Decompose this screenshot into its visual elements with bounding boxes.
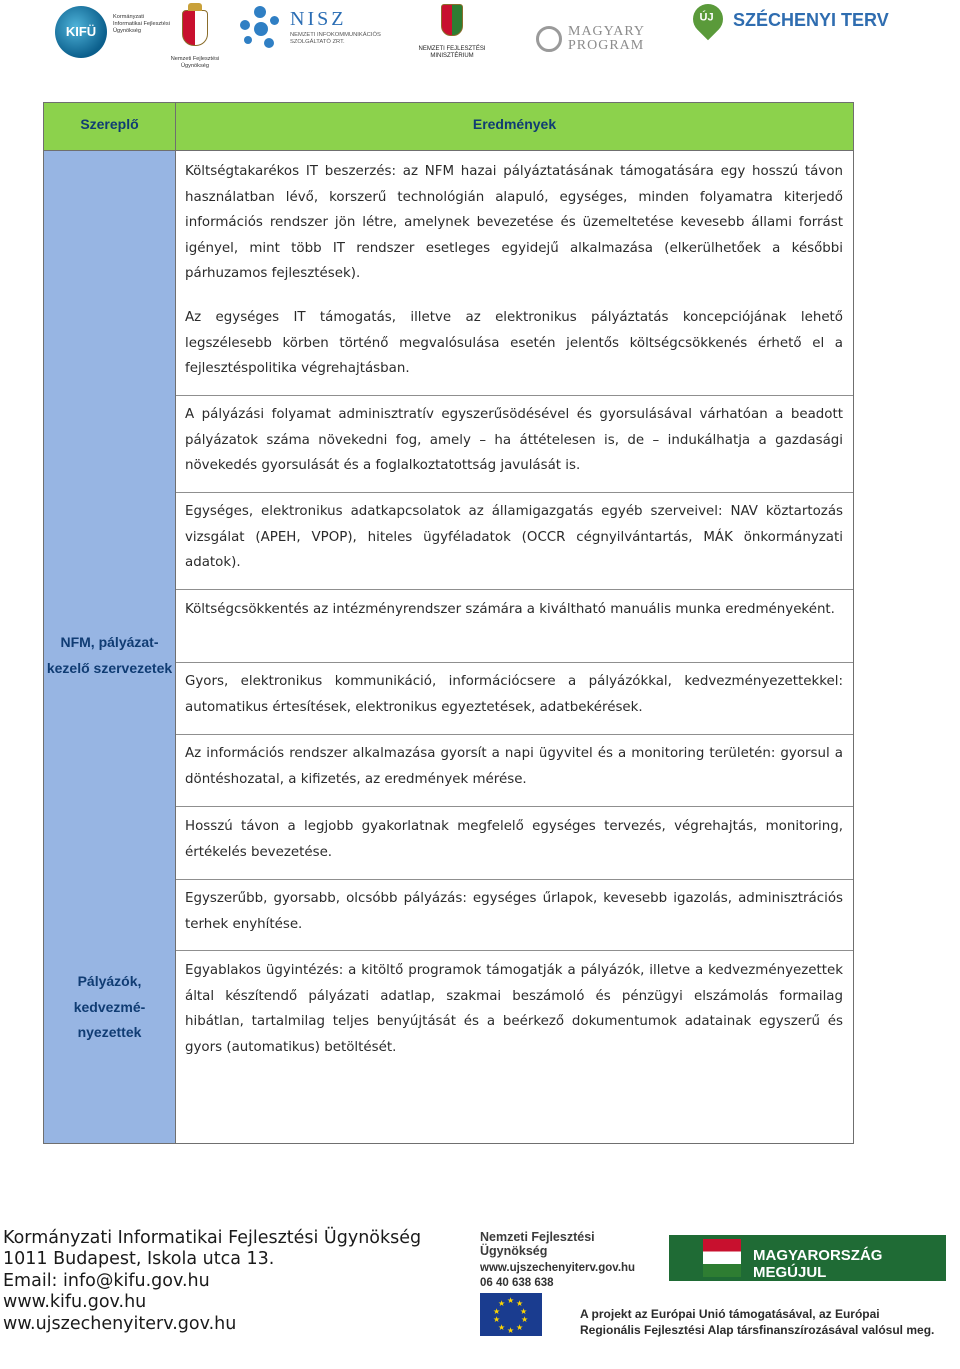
uj-name: SZÉCHENYI TERV bbox=[733, 10, 889, 30]
result-paragraph: Gyors, elektronikus kommunikáció, információcsere a pályázókkal, kedvezményezettekkel: automatikus értesítések, elektronikus egyeztetések, adatbekérések. bbox=[185, 674, 843, 715]
footer-web-uszt[interactable]: ww.ujszechenyiterv.gov.hu bbox=[3, 1313, 237, 1334]
kifu-logo-text: Kormányzati Informatikai Fejlesztési Ügynökség bbox=[113, 14, 170, 34]
eu-notice-line-1: A projekt az Európai Unió támogatásával, az Európai bbox=[580, 1307, 880, 1321]
nisz-subtitle: NEMZETI INFOKOMMUNIKÁCIÓS SZOLGÁLTATÓ ZRT. bbox=[290, 32, 381, 45]
footer-nfu-name: Nemzeti Fejlesztési Ügynökség bbox=[480, 1230, 595, 1258]
nisz-name: NISZ bbox=[290, 8, 347, 30]
result-paragraph: Egyablakos ügyintézés: a kitöltő programok támogatják a pályázók, illetve a kedvezményezettek által készítendő pályázati adatlap, szakmai beszámoló és pénzügyi elszámolás formailag hibátlan, tartalmilag teljes benyújtását és a beérkező dokumentumok adatainak egyszerű és gyors (automatikus) betöltését. bbox=[185, 963, 843, 1055]
footer-email[interactable]: Email: info@kifu.gov.hu bbox=[3, 1270, 210, 1291]
row-divider bbox=[176, 950, 853, 951]
header-logos bbox=[0, 0, 960, 70]
results-table bbox=[43, 102, 854, 1144]
nfm-logo-text: NEMZETI FEJLESZTÉSI MINISZTÉRIUM bbox=[418, 46, 486, 59]
nisz-dots-icon bbox=[240, 6, 284, 50]
role-palyazok: Pályázók, kedvezmé-nyezettek bbox=[73, 973, 146, 1040]
row-divider bbox=[176, 589, 853, 590]
footer-contact bbox=[3, 1228, 421, 1335]
kifu-abbr: KIFÜ bbox=[65, 24, 97, 39]
nfm-logo bbox=[412, 4, 492, 66]
magyarorszag-megujul-text: MAGYARORSZÁG MEGÚJUL bbox=[753, 1247, 883, 1281]
kifu-logo-mark bbox=[55, 6, 107, 58]
result-paragraph: Az információs rendszer alkalmazása gyorsít a napi ügyvitel és a monitoring területén: gyorsul a döntéshozatal, a kifizetés, az eredmények mérése. bbox=[185, 746, 843, 787]
header-eredmenyek: Eredmények bbox=[472, 116, 557, 132]
nfu-logo bbox=[160, 0, 230, 69]
coat-of-arms-icon bbox=[182, 10, 208, 46]
magyary-program-logo bbox=[536, 24, 646, 58]
eu-notice-line-2: Regionális Fejlesztési Alap társfinanszírozásával valósul meg. bbox=[580, 1323, 935, 1337]
magyary-name: MAGYARY PROGRAM bbox=[568, 24, 645, 53]
header-szereplo: Szereplő bbox=[80, 116, 139, 132]
row-divider bbox=[176, 806, 853, 807]
map-pin-icon bbox=[687, 0, 729, 40]
row-divider bbox=[176, 492, 853, 493]
eu-funding-notice bbox=[580, 1306, 950, 1338]
result-paragraph: Hosszú távon a legjobb gyakorlatnak megfelelő egységes tervezés, végrehajtás, monitoring, értékelés bevezetése. bbox=[185, 819, 843, 860]
footer-org: Kormányzati Informatikai Fejlesztési Ügynökség bbox=[3, 1228, 422, 1248]
footer-web-kifu[interactable]: www.kifu.gov.hu bbox=[3, 1292, 147, 1313]
footer-address: 1011 Budapest, Iskola utca 13. bbox=[3, 1249, 275, 1270]
result-paragraph: Egyszerűbb, gyorsabb, olcsóbb pályázás: egységes űrlapok, kevesebb igazolás, adminisztrációs terhek enyhítése. bbox=[185, 891, 843, 932]
magyary-ring-icon bbox=[536, 26, 562, 52]
result-paragraph: Költségtakarékos IT beszerzés: az NFM hazai pályáztatásának támogatására egy hosszú távon használatban lévő, korszerű technológián alapuló, egységes, minden folyamatra kiterjedő információs rendszer jön létre, amelynek bevezetése és üzemeltetése kevesebb állami forrást igényel, mint több IT rendszer esetleges egyidejű alkalmazása (elkerülhetőek a későbbi párhuzamos fejlesztések). bbox=[185, 164, 843, 281]
nfu-logo-text: Nemzeti Fejlesztési Ügynökség bbox=[170, 56, 220, 69]
hungarian-flag-icon bbox=[703, 1239, 741, 1277]
result-paragraph: Költségcsökkentés az intézményrendszer számára a kiváltható manuális munka eredményeként. bbox=[185, 602, 835, 617]
row-divider bbox=[176, 734, 853, 735]
row-divider bbox=[176, 662, 853, 663]
result-paragraph: Az egységes IT támogatás, illetve az elektronikus pályáztatás koncepciójának lehető legszélesebb körben történő megvalósulása esetén jelentős költségcsökkenés érhető el a fejlesztéspolitika végrehajtásban. bbox=[185, 310, 843, 376]
row-divider bbox=[176, 879, 853, 880]
column-divider bbox=[175, 103, 176, 1143]
eu-flag-icon: ★ ★ ★ ★ ★ ★ ★ ★ ★ ★ bbox=[480, 1293, 542, 1336]
result-paragraph: Egységes, elektronikus adatkapcsolatok az államigazgatás egyéb szerveivel: NAV köztartozás vizsgálat (APEH, VPOP), hiteles ügyféladatok (OCCR cégnyilvántartás, MÁK önkormányzati adatok). bbox=[185, 504, 843, 570]
uj-szechenyi-terv-logo bbox=[693, 4, 893, 60]
footer-nfu-block bbox=[480, 1230, 665, 1289]
kifu-logo bbox=[55, 6, 175, 60]
row-divider bbox=[176, 395, 853, 396]
role-nfm: NFM, pályázat-kezelő szervezetek bbox=[46, 634, 173, 676]
result-paragraph: A pályázási folyamat adminisztratív egyszerűsödésével és gyorsulásával várhatóan a beadott pályázatok száma növekedni fog, amely – ha áttételesen is, de – indukálhatja a gazdasági növekedés gyorsulását és a foglalkoztatottság javulását is. bbox=[185, 407, 843, 473]
footer-nfu-web[interactable]: www.ujszechenyiterv.gov.hu bbox=[480, 1262, 636, 1274]
nisz-logo bbox=[240, 6, 400, 56]
nfm-coat-of-arms-icon bbox=[441, 4, 463, 36]
uj-mark: ÚJ bbox=[699, 11, 714, 24]
footer-nfu-phone: 06 40 638 638 bbox=[480, 1277, 554, 1289]
magyarorszag-megujul-badge bbox=[669, 1235, 946, 1281]
